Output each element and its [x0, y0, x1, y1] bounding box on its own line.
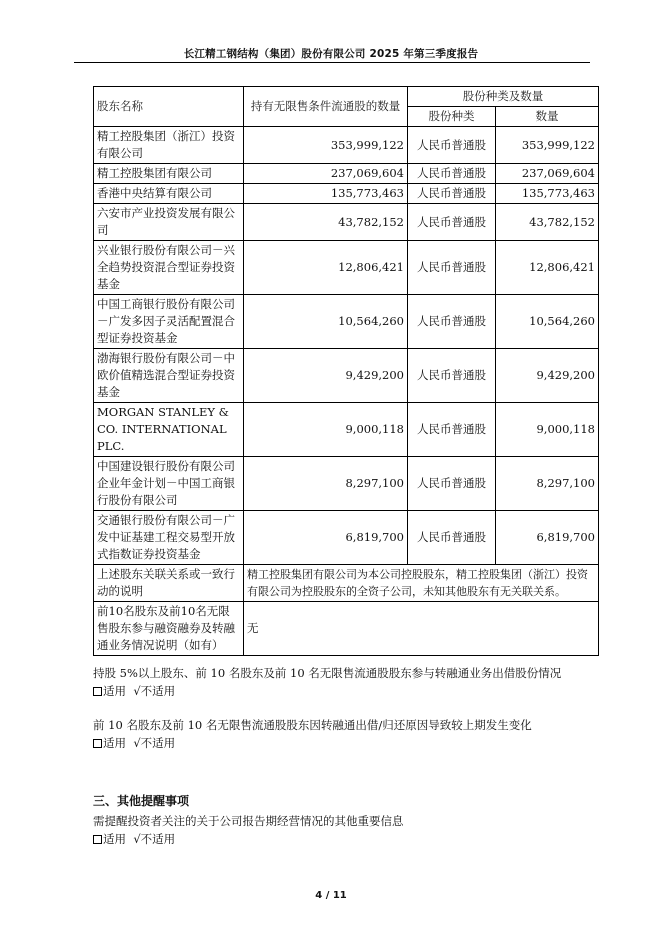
- table-row: [94, 295, 599, 349]
- header-unrestricted-qty: 持有无限售条件流通股的数量: [244, 87, 408, 127]
- share-amount: 135,773,463: [496, 184, 599, 204]
- shareholder-name: 交通银行股份有限公司－广发中证基建工程交易型开放式指数证券投资基金: [94, 511, 244, 565]
- table-row: [94, 204, 599, 241]
- share-amount: 9,429,200: [496, 349, 599, 403]
- table-row: [94, 127, 599, 164]
- related-parties-text: 精工控股集团有限公司为本公司控股股东，精工控股集团（浙江）投资有限公司为控股股东的全资子公司，未知其他股东有无关联关系。: [244, 565, 599, 602]
- unrestricted-qty: 8,297,100: [244, 457, 408, 511]
- applicable-label: 适用: [103, 736, 126, 750]
- other-info-options: [93, 830, 175, 848]
- shareholder-name: 六安市产业投资发展有限公司: [94, 204, 244, 241]
- page-number: 4 / 11: [315, 890, 347, 901]
- unrestricted-qty: 135,773,463: [244, 184, 408, 204]
- unrestricted-qty: 237,069,604: [244, 164, 408, 184]
- unrestricted-qty: 9,429,200: [244, 349, 408, 403]
- unrestricted-qty: 43,782,152: [244, 204, 408, 241]
- share-type: 人民币普通股: [408, 511, 496, 565]
- applicable-label: 适用: [103, 832, 126, 846]
- not-applicable-label: √不适用: [133, 832, 176, 846]
- share-amount: 8,297,100: [496, 457, 599, 511]
- share-amount: 6,819,700: [496, 511, 599, 565]
- share-type: 人民币普通股: [408, 204, 496, 241]
- shareholder-name: MORGAN STANLEY & CO. INTERNATIONAL PLC.: [94, 403, 244, 457]
- shareholder-name: 香港中央结算有限公司: [94, 184, 244, 204]
- table-row: [94, 457, 599, 511]
- not-applicable-label: √不适用: [133, 736, 176, 750]
- shareholder-name: 精工控股集团（浙江）投资有限公司: [94, 127, 244, 164]
- share-type: 人民币普通股: [408, 164, 496, 184]
- header-share-type: 股份种类: [408, 107, 496, 127]
- share-type: 人民币普通股: [408, 127, 496, 164]
- table-row: [94, 184, 599, 204]
- header-share-type-group: 股份种类及数量: [408, 87, 599, 107]
- share-type: 人民币普通股: [408, 241, 496, 295]
- header-divider: [74, 62, 590, 63]
- shareholder-table: [93, 86, 599, 656]
- share-type: 人民币普通股: [408, 295, 496, 349]
- related-parties-row: [94, 565, 599, 602]
- not-applicable-label: √不适用: [133, 684, 176, 698]
- related-parties-label: 上述股东关联关系或一致行动的说明: [94, 565, 244, 602]
- applicable-checkbox: [93, 835, 102, 844]
- share-type: 人民币普通股: [408, 457, 496, 511]
- lending-change-options: [93, 734, 175, 752]
- table-row: [94, 511, 599, 565]
- share-amount: 237,069,604: [496, 164, 599, 184]
- table-row: [94, 349, 599, 403]
- table-row: [94, 403, 599, 457]
- applicable-label: 适用: [103, 684, 126, 698]
- share-amount: 10,564,260: [496, 295, 599, 349]
- unrestricted-qty: 10,564,260: [244, 295, 408, 349]
- header-shareholder-name: 股东名称: [94, 87, 244, 127]
- report-header-title: 长江精工钢结构（集团）股份有限公司 2025 年第三季度报告: [183, 48, 479, 60]
- share-amount: 353,999,122: [496, 127, 599, 164]
- share-amount: 43,782,152: [496, 204, 599, 241]
- shareholder-name: 中国建设银行股份有限公司企业年金计划－中国工商银行股份有限公司: [94, 457, 244, 511]
- unrestricted-qty: 9,000,118: [244, 403, 408, 457]
- lending-disclosure-text: 持股 5%以上股东、前 10 名股东及前 10 名无限售流通股股东参与转融通业务出借股份情况: [93, 666, 562, 680]
- header-share-amount: 数量: [496, 107, 599, 127]
- shareholder-name: 精工控股集团有限公司: [94, 164, 244, 184]
- margin-trading-text: 无: [244, 602, 599, 656]
- shareholder-name: 兴业银行股份有限公司－兴全趋势投资混合型证券投资基金: [94, 241, 244, 295]
- lending-disclosure-options: [93, 682, 175, 700]
- margin-trading-row: [94, 602, 599, 656]
- share-amount: 12,806,421: [496, 241, 599, 295]
- shareholder-name: 渤海银行股份有限公司－中欧价值精选混合型证券投资基金: [94, 349, 244, 403]
- margin-trading-label: 前10名股东及前10名无限售股东参与融资融券及转融通业务情况说明（如有）: [94, 602, 244, 656]
- other-info-text: 需提醒投资者关注的关于公司报告期经营情况的其他重要信息: [93, 814, 404, 828]
- share-type: 人民币普通股: [408, 403, 496, 457]
- unrestricted-qty: 12,806,421: [244, 241, 408, 295]
- applicable-checkbox: [93, 687, 102, 696]
- share-type: 人民币普通股: [408, 184, 496, 204]
- unrestricted-qty: 353,999,122: [244, 127, 408, 164]
- share-type: 人民币普通股: [408, 349, 496, 403]
- table-row: [94, 241, 599, 295]
- lending-change-text: 前 10 名股东及前 10 名无限售流通股股东因转融通出借/归还原因导致较上期发生变化: [93, 718, 532, 732]
- unrestricted-qty: 6,819,700: [244, 511, 408, 565]
- table-row: [94, 164, 599, 184]
- share-amount: 9,000,118: [496, 403, 599, 457]
- section-title-other-reminders: 三、其他提醒事项: [93, 794, 190, 808]
- shareholder-name: 中国工商银行股份有限公司－广发多因子灵活配置混合型证券投资基金: [94, 295, 244, 349]
- applicable-checkbox: [93, 739, 102, 748]
